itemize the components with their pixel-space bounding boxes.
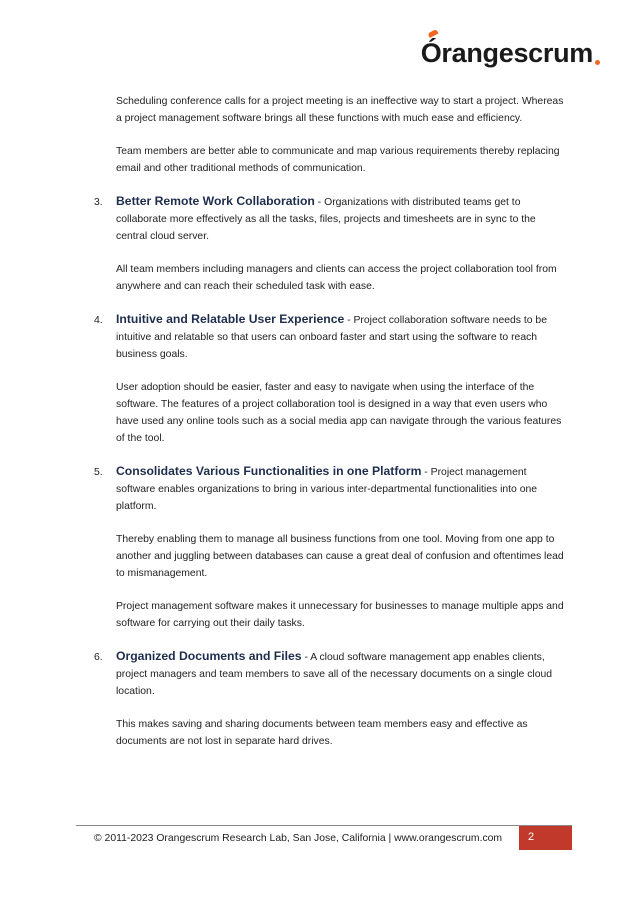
list-item-heading: Organized Documents and Files <box>116 649 302 663</box>
list-item-text: - A cloud software management app enables clients, project managers and team members to save all of the necessary documents on a single cloud location. <box>116 652 553 697</box>
page-number: 2 <box>519 826 572 850</box>
footer-copyright: © 2011-2023 Orangescrum Research Lab, San Jose, California | www.orangescrum.com <box>94 833 503 844</box>
intro-paragraph: Scheduling conference calls for a project meeting is an ineffective way to start a project. Whereas a project management software brings all these functions with much ease and efficiency. <box>116 96 564 124</box>
list-item-4 <box>94 311 564 363</box>
list-item-lead <box>116 193 564 245</box>
body-paragraph: User adoption should be easier, faster and easy to navigate when using the interface of the software. The features of a project collaboration tool is designed in a way that even users who have used any online tools such as a social media app can navigate through the various features of the tool. <box>116 382 562 444</box>
body-paragraph: This makes saving and sharing documents between team members easy and effective as documents are not lost in separate hard drives. <box>116 719 528 747</box>
logo-text: Órangescrum <box>420 38 593 68</box>
list-item-heading: Better Remote Work Collaboration <box>116 194 315 208</box>
logo-wordmark <box>421 40 593 67</box>
logo-dot-icon <box>595 60 600 65</box>
logo-accent-mark <box>427 29 438 38</box>
body-paragraph: Project management software makes it unnecessary for businesses to manage multiple apps and software for carrying out their daily tasks. <box>116 601 564 629</box>
body-paragraph: Thereby enabling them to manage all business functions from one tool. Moving from one app to another and juggling between databases can cause a great deal of confusion and oftentimes lead to mismanagement. <box>116 534 564 579</box>
list-number: 5. <box>94 467 103 478</box>
list-item-lead <box>116 311 564 363</box>
list-item-heading: Consolidates Various Functionalities in one Platform <box>116 464 422 478</box>
list-item-text: - Project management software enables organizations to bring in various inter-departmental functionalities into one platform. <box>116 467 538 512</box>
list-number: 6. <box>94 652 103 663</box>
intro-paragraph: Team members are better able to communicate and map various requirements thereby replacing email and other traditional methods of communication. <box>116 146 560 174</box>
list-number: 3. <box>94 197 103 208</box>
footer-divider <box>76 825 572 826</box>
list-item-3 <box>94 193 564 245</box>
orangescrum-logo <box>421 27 600 67</box>
list-item-text: - Organizations with distributed teams get to collaborate more effectively as all the tasks, files, projects and timesheets are in sync to the central cloud server. <box>116 197 536 242</box>
list-item-lead <box>116 648 564 700</box>
body-paragraph: All team members including managers and clients can access the project collaboration tool from anywhere and can reach their scheduled task with ease. <box>116 264 557 292</box>
list-item-text: - Project collaboration software needs to be intuitive and relatable so that users can onboard faster and start using the software to reach business goals. <box>116 315 547 360</box>
list-number: 4. <box>94 315 103 326</box>
list-item-lead <box>116 463 564 515</box>
document-body <box>94 93 564 766</box>
list-item-5 <box>94 463 564 515</box>
list-item-heading: Intuitive and Relatable User Experience <box>116 312 345 326</box>
list-item-6 <box>94 648 564 700</box>
